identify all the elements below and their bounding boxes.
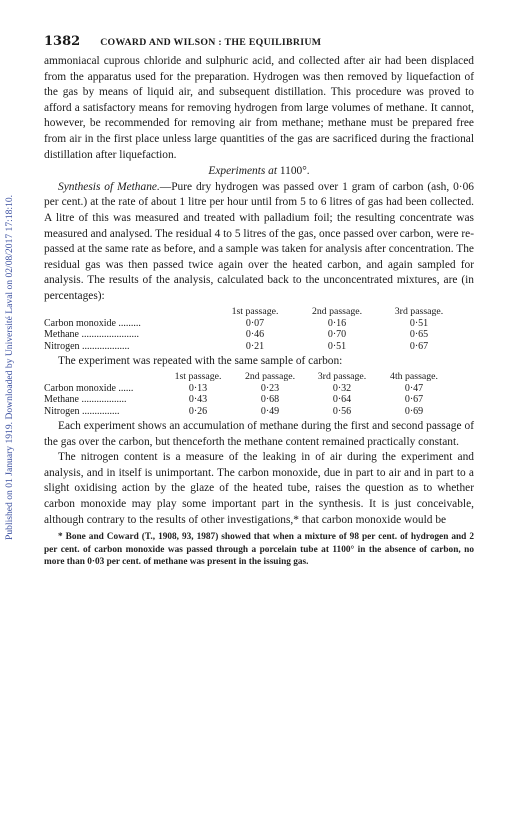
table-cell: 0·16 <box>327 317 347 329</box>
results-table-2 <box>44 371 450 418</box>
table-cell: 0·65 <box>409 329 429 340</box>
table-cell: 0·46 <box>245 329 265 340</box>
table-cell: 0·64 <box>332 394 352 406</box>
table-cell: 0·69 <box>404 405 424 417</box>
table-row <box>44 341 460 353</box>
table-row <box>44 394 450 406</box>
section-heading <box>44 164 474 180</box>
paragraph-synthesis <box>44 180 474 305</box>
table-row <box>44 383 450 395</box>
download-watermark-text: Published on 01 January 1919. Downloaded by Université Laval on 02/08/2017 17:18:10. <box>4 194 15 540</box>
table-header-cell: 3rd passage. <box>317 370 367 382</box>
paragraph-synthesis-text: —Pure dry hydrogen was passed over 1 gram of carbon (ash, 0·06 per cent.) at the rate of about 1 litre per hour until from 5 to 6 litres of gas had been collected. A litre of this was measured and treated with palladium foil; the resulting concentrate was measured and analysed. The residual 4 to 5 litres of the gas, once passed over carbon, were re-passed at the same rate as before, and a sample was taken for analysis after concentration. The residual gas was then passed twice again over the heated carbon, and again sampled for analysis. The results of the analysis, calculated back to the unconcentrated mixtures, are (in percentages): <box>44 180 474 302</box>
table-cell: 0·67 <box>409 340 429 352</box>
table-header-cell: 2nd passage. <box>244 370 296 382</box>
section-heading-text: Experiments at <box>208 165 278 178</box>
page-header <box>44 34 474 54</box>
row-label: Methane .................. <box>44 394 127 406</box>
download-watermark <box>4 110 18 540</box>
table-cell: 0·51 <box>409 317 429 329</box>
table-cell: 0·47 <box>404 382 424 394</box>
table-row <box>44 329 460 341</box>
table-cell: 0·07 <box>245 317 265 329</box>
runin-heading: Synthesis of Methane. <box>58 180 160 193</box>
table-cell: 0·49 <box>260 405 280 417</box>
table-cell: 0·70 <box>327 329 347 340</box>
journal-page <box>44 34 474 569</box>
paragraph-continued: ammoniacal cuprous chloride and sulphuric acid, and collected after air had been displaced from the apparatus used for the preparation. Hydrogen was then removed by liquefaction of the gas by means of liquid air, and subsequent distillation. This procedure was proved to afford a satisfactory means for removing hydrogen from large volumes of methane. It cannot, however, be recommended for removing air from methane; methane must be prepared free from air in the first place unless large quantities of the gas are sacrificed during the fractional distillation after liquefaction. <box>44 55 474 161</box>
running-title: COWARD AND WILSON : THE EQUILIBRIUM <box>100 37 322 48</box>
paragraph-accumulation: Each experiment shows an accumulation of methane during the first and second passage of the gas over the carbon, but thenceforth the methane content remained practically constant. <box>44 420 474 448</box>
row-label: Nitrogen ............... <box>44 405 120 417</box>
table-cell: 0·68 <box>260 394 280 406</box>
row-label: Carbon monoxide ......... <box>44 317 141 329</box>
table-cell: 0·67 <box>404 394 424 406</box>
results-table-1 <box>44 306 460 353</box>
table-header-cell: 1st passage. <box>231 305 279 317</box>
table-header-cell: 4th passage. <box>390 370 438 382</box>
table-header-row <box>44 371 450 383</box>
page-number: 1382 <box>44 34 81 49</box>
table-header-cell: 1st passage. <box>174 370 222 382</box>
table-cell: 0·51 <box>327 340 347 352</box>
footnote: * Bone and Coward (T., 1908, 93, 1987) showed that when a mixture of 98 per cent. of hydrogen and 2 per cent. of carbon monoxide was passed through a porcelain tube at 1100° in the absence of carbon, no more than 0·03 per cent. of methane was present in the issuing gas. <box>44 532 474 568</box>
table-cell: 0·23 <box>260 382 280 394</box>
table-cell: 0·13 <box>188 382 208 394</box>
section-heading-temperature: 1100°. <box>279 165 310 178</box>
table-row <box>44 318 460 330</box>
paragraph-nitrogen: The nitrogen content is a measure of the leaking in of air during the experiment and analysis, and in itself is unimportant. The carbon monoxide, due in part to air and in part to a slight oxidising action by the glaze of the heated tube, raises the question as to whether carbon monoxide may play some important part in the synthesis. It is just conceivable, although contrary to the results of other investigations,* that carbon monoxide would be <box>44 451 474 526</box>
table-header-cell <box>44 306 214 318</box>
row-label: Nitrogen ................... <box>44 340 130 352</box>
table-header-cell <box>44 371 162 383</box>
table-header-cell: 2nd passage. <box>311 305 363 317</box>
table-header-row <box>44 306 460 318</box>
table-cell: 0·43 <box>188 394 208 406</box>
table-cell: 0·21 <box>245 340 265 352</box>
row-label: Carbon monoxide ...... <box>44 382 134 394</box>
table-cell: 0·32 <box>332 382 352 394</box>
table-cell: 0·26 <box>188 405 208 417</box>
row-label: Methane ....................... <box>44 329 139 340</box>
table-cell: 0·56 <box>332 405 352 417</box>
table-header-cell: 3rd passage. <box>394 305 444 317</box>
paragraph-repeat: The experiment was repeated with the same sample of carbon: <box>58 355 343 367</box>
table-row <box>44 406 450 418</box>
